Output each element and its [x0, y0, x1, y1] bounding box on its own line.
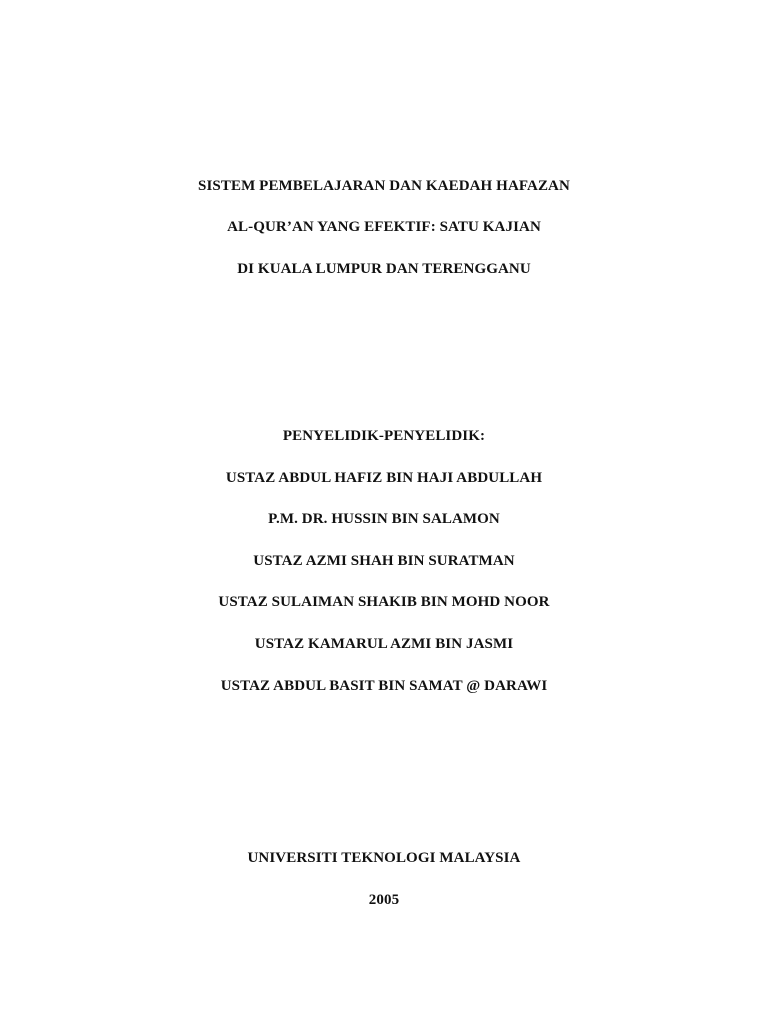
title-line-2: AL-QUR’AN YANG EFEKTIF: SATU KAJIAN: [227, 219, 541, 235]
title-line-3: DI KUALA LUMPUR DAN TERENGGANU: [237, 261, 531, 277]
title-line-1: SISTEM PEMBELAJARAN DAN KAEDAH HAFAZAN: [198, 178, 570, 194]
researcher-name: USTAZ KAMARUL AZMI BIN JASMI: [254, 636, 514, 652]
institution-name: UNIVERSITI TEKNOLOGI MALAYSIA: [247, 850, 521, 866]
researcher-name: USTAZ ABDUL BASIT BIN SAMAT @ DARAWI: [220, 678, 548, 694]
researcher-name: USTAZ SULAIMAN SHAKIB BIN MOHD NOOR: [218, 594, 550, 610]
researcher-name: USTAZ ABDUL HAFIZ BIN HAJI ABDULLAH: [225, 470, 543, 486]
researcher-name: USTAZ AZMI SHAH BIN SURATMAN: [253, 553, 515, 569]
researchers-heading: PENYELIDIK-PENYELIDIK:: [282, 428, 486, 444]
publication-year: 2005: [368, 892, 400, 908]
researcher-name: P.M. DR. HUSSIN BIN SALAMON: [268, 511, 500, 527]
